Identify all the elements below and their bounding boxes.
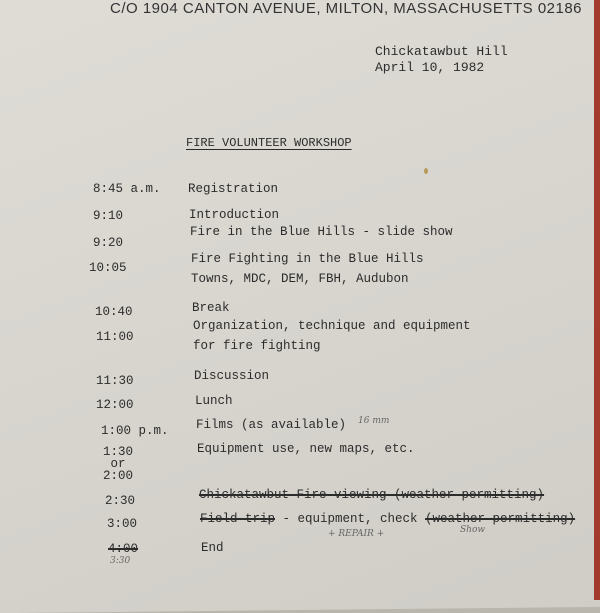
- time-10: 2:30: [105, 494, 136, 508]
- event-7: Lunch: [195, 394, 233, 408]
- time-9: [103, 446, 133, 482]
- time-6: 11:30: [96, 374, 134, 388]
- time-9-or: or: [110, 457, 126, 471]
- handwritten-show: Show: [460, 525, 486, 535]
- letterhead-address: C/O 1904 CANTON AVENUE, MILTON, MASSACHUSETTS 02186: [110, 0, 583, 17]
- time-0: 8:45 a.m.: [93, 182, 161, 196]
- handwritten-16mm: 16 mm: [358, 416, 390, 426]
- time-12: 4:00: [108, 542, 139, 556]
- ink-spot: [424, 168, 428, 174]
- location-block: [375, 44, 508, 76]
- time-5: 11:00: [96, 330, 134, 344]
- workshop-title: FIRE VOLUNTEER WORKSHOP: [186, 136, 352, 150]
- event-0: Registration: [188, 182, 279, 196]
- time-11: 3:00: [107, 517, 138, 531]
- time-1: 9:10: [93, 209, 124, 223]
- event-3-line1: Fire Fighting in the Blue Hills: [191, 252, 424, 266]
- event-1: Introduction: [189, 208, 280, 222]
- red-edge: [594, 0, 600, 600]
- event-5-line2: for fire fighting: [193, 339, 321, 353]
- time-7: 12:00: [96, 398, 134, 412]
- event-9: Equipment use, new maps, etc.: [197, 442, 415, 456]
- event-12: End: [201, 541, 224, 555]
- time-9-a: 1:30: [103, 445, 134, 459]
- location-place: Chickatawbut Hill: [375, 44, 508, 59]
- event-6: Discussion: [194, 369, 270, 383]
- time-3: 10:05: [89, 261, 127, 275]
- handwritten-330: 3:30: [110, 556, 131, 566]
- event-5: [193, 316, 471, 356]
- time-2: 9:20: [93, 236, 124, 250]
- event-11-equipment: - equipment, check: [275, 512, 426, 526]
- event-11-weather: (weather permitting): [425, 512, 576, 526]
- handwritten-repair: + REPAIR +: [328, 529, 385, 539]
- event-4: Break: [192, 301, 230, 315]
- event-3: [191, 249, 424, 289]
- time-9-b: 2:00: [103, 469, 134, 483]
- event-3-line2: Towns, MDC, DEM, FBH, Audubon: [191, 272, 409, 286]
- location-date: April 10, 1982: [375, 60, 485, 75]
- time-8: 1:00 p.m.: [101, 424, 169, 438]
- event-11: [200, 509, 575, 529]
- event-11-field-trip: Field trip: [200, 512, 276, 526]
- event-10: Chickatawbut Fire viewing (weather permitting): [199, 488, 545, 502]
- event-5-line1: Organization, technique and equipment: [193, 319, 471, 333]
- event-2: Fire in the Blue Hills - slide show: [190, 225, 453, 239]
- event-8: Films (as available): [196, 418, 347, 432]
- time-4: 10:40: [95, 305, 133, 319]
